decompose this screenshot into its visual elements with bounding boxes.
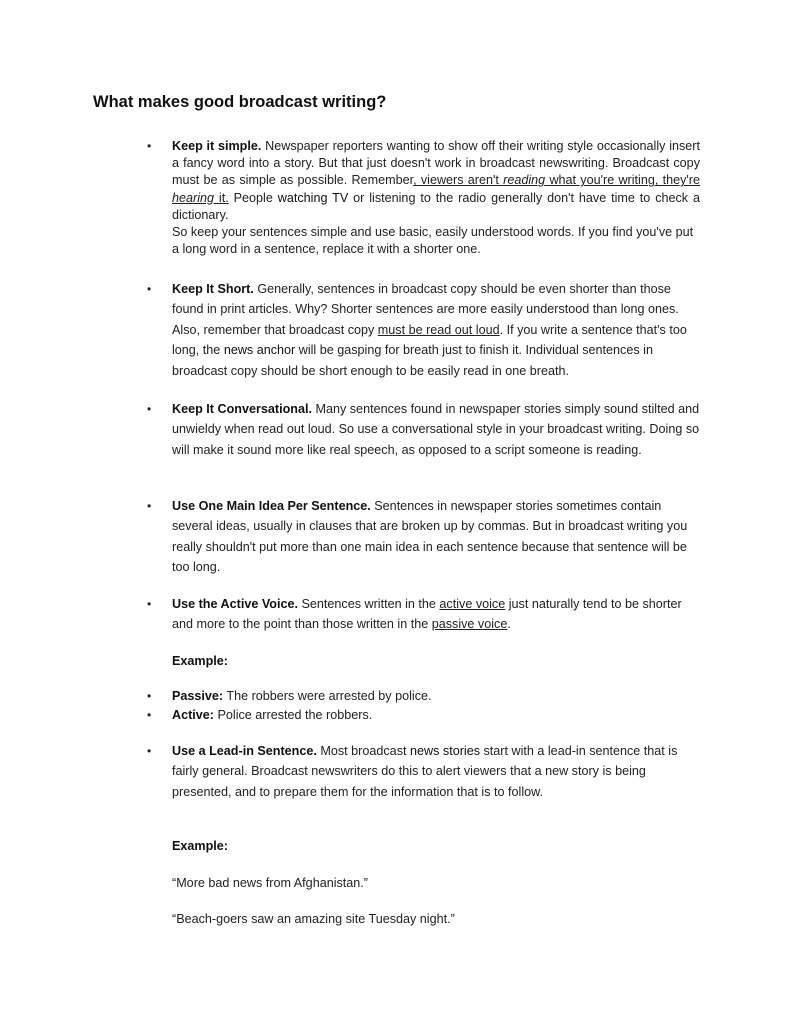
inline-link[interactable]: passive voice: [431, 617, 508, 632]
paragraph: Active: Police arrested the robbers.: [172, 708, 373, 722]
bullet: •: [147, 139, 152, 153]
inline-term: news anchor: [223, 343, 296, 358]
paragraph: [172, 138, 700, 224]
page-title: What makes good broadcast writing?: [93, 93, 387, 111]
example-quote: “Beach-goers saw an amazing site Tuesday night.”: [172, 912, 455, 926]
inline-term: watching TV: [277, 190, 349, 205]
bullet: •: [147, 282, 152, 296]
paragraph: Keep It Short. Generally, sentences in broadcast copy should be even shorter than those found in print articles. Why? Shorter sentences are more easily understood than long ones. Also, remember that broadcast copy must be read out loud. If you write a sentence that's too long, the news anchor will be gasping for breath just to finish it. Individual sentences in broadcast copy should be short enough to be easily read in one breath.: [172, 282, 687, 378]
list-item-active: [147, 706, 700, 724]
item-heading: Keep it simple.: [172, 139, 262, 153]
bullet: •: [147, 708, 152, 722]
example-label: Example:: [172, 654, 228, 668]
paragraph: So keep your sentences simple and use basic, easily understood words. If you find you've put a long word in a sentence, replace it with a shorter one.: [172, 225, 694, 257]
paragraph: Use One Main Idea Per Sentence. Sentences in newspaper stories sometimes contain several ideas, usually in clauses that are broken up by commas. But in broadcast writing you really shouldn't put more than one main idea in each sentence because that sentence will be too long.: [172, 499, 688, 575]
item-heading: Use One Main Idea Per Sentence.: [172, 499, 371, 513]
body-text: People: [228, 190, 278, 205]
inline-term: news stories: [410, 744, 480, 758]
inline-link[interactable]: , viewers aren't reading what you're writing, they're hearing it.: [172, 173, 700, 205]
bullet: •: [147, 499, 152, 513]
bullet: •: [147, 689, 152, 703]
list-item-lead-in: [147, 741, 700, 802]
list-item-conversational: [147, 399, 700, 460]
example-quote: “More bad news from Afghanistan.”: [172, 876, 368, 890]
body-text: or listening to the radio generally don't have time to check a dictionary.: [172, 190, 701, 222]
body-text: Newspaper reporters wanting to show off their writing style occasionally insert a fancy word into a story. But that just doesn't work in broadcast newswriting. Broadcast copy must be as simple as possible. Remember: [172, 139, 700, 188]
list-item-keep-short: [147, 279, 700, 381]
item-heading: Use the Active Voice.: [172, 597, 298, 611]
list-item-keep-simple: [147, 138, 701, 258]
bullet: •: [147, 744, 152, 758]
example-label: Example:: [172, 839, 228, 853]
bullet: •: [147, 597, 152, 611]
list-item-active-voice: [147, 594, 700, 635]
list-item-passive: [147, 687, 700, 705]
item-heading: Keep It Conversational.: [172, 402, 312, 416]
paragraph: Use the Active Voice. Sentences written in the active voice just naturally tend to be shorter and more to the point than those written in the passive voice.: [172, 597, 682, 632]
paragraph: Keep It Conversational. Many sentences found in newspaper stories simply sound stilted and unwieldy when read out loud. So use a conversational style in your broadcast writing. Doing so will make it sound more like real speech, as opposed to a script someone is reading.: [172, 402, 700, 457]
inline-link[interactable]: must be read out loud: [377, 322, 500, 337]
list-item-one-idea: [147, 496, 700, 578]
item-heading: Use a Lead-in Sentence.: [172, 744, 317, 758]
inline-link[interactable]: active voice: [439, 597, 506, 611]
paragraph: Passive: The robbers were arrested by police.: [172, 689, 432, 703]
item-heading: Keep It Short.: [172, 282, 254, 296]
bullet: •: [147, 402, 152, 416]
paragraph: Use a Lead-in Sentence. Most broadcast news stories start with a lead-in sentence that is fairly general. Broadcast newswriters do this to alert viewers that a new story is being presented, and to prepare them for the information that is to follow.: [172, 744, 678, 799]
